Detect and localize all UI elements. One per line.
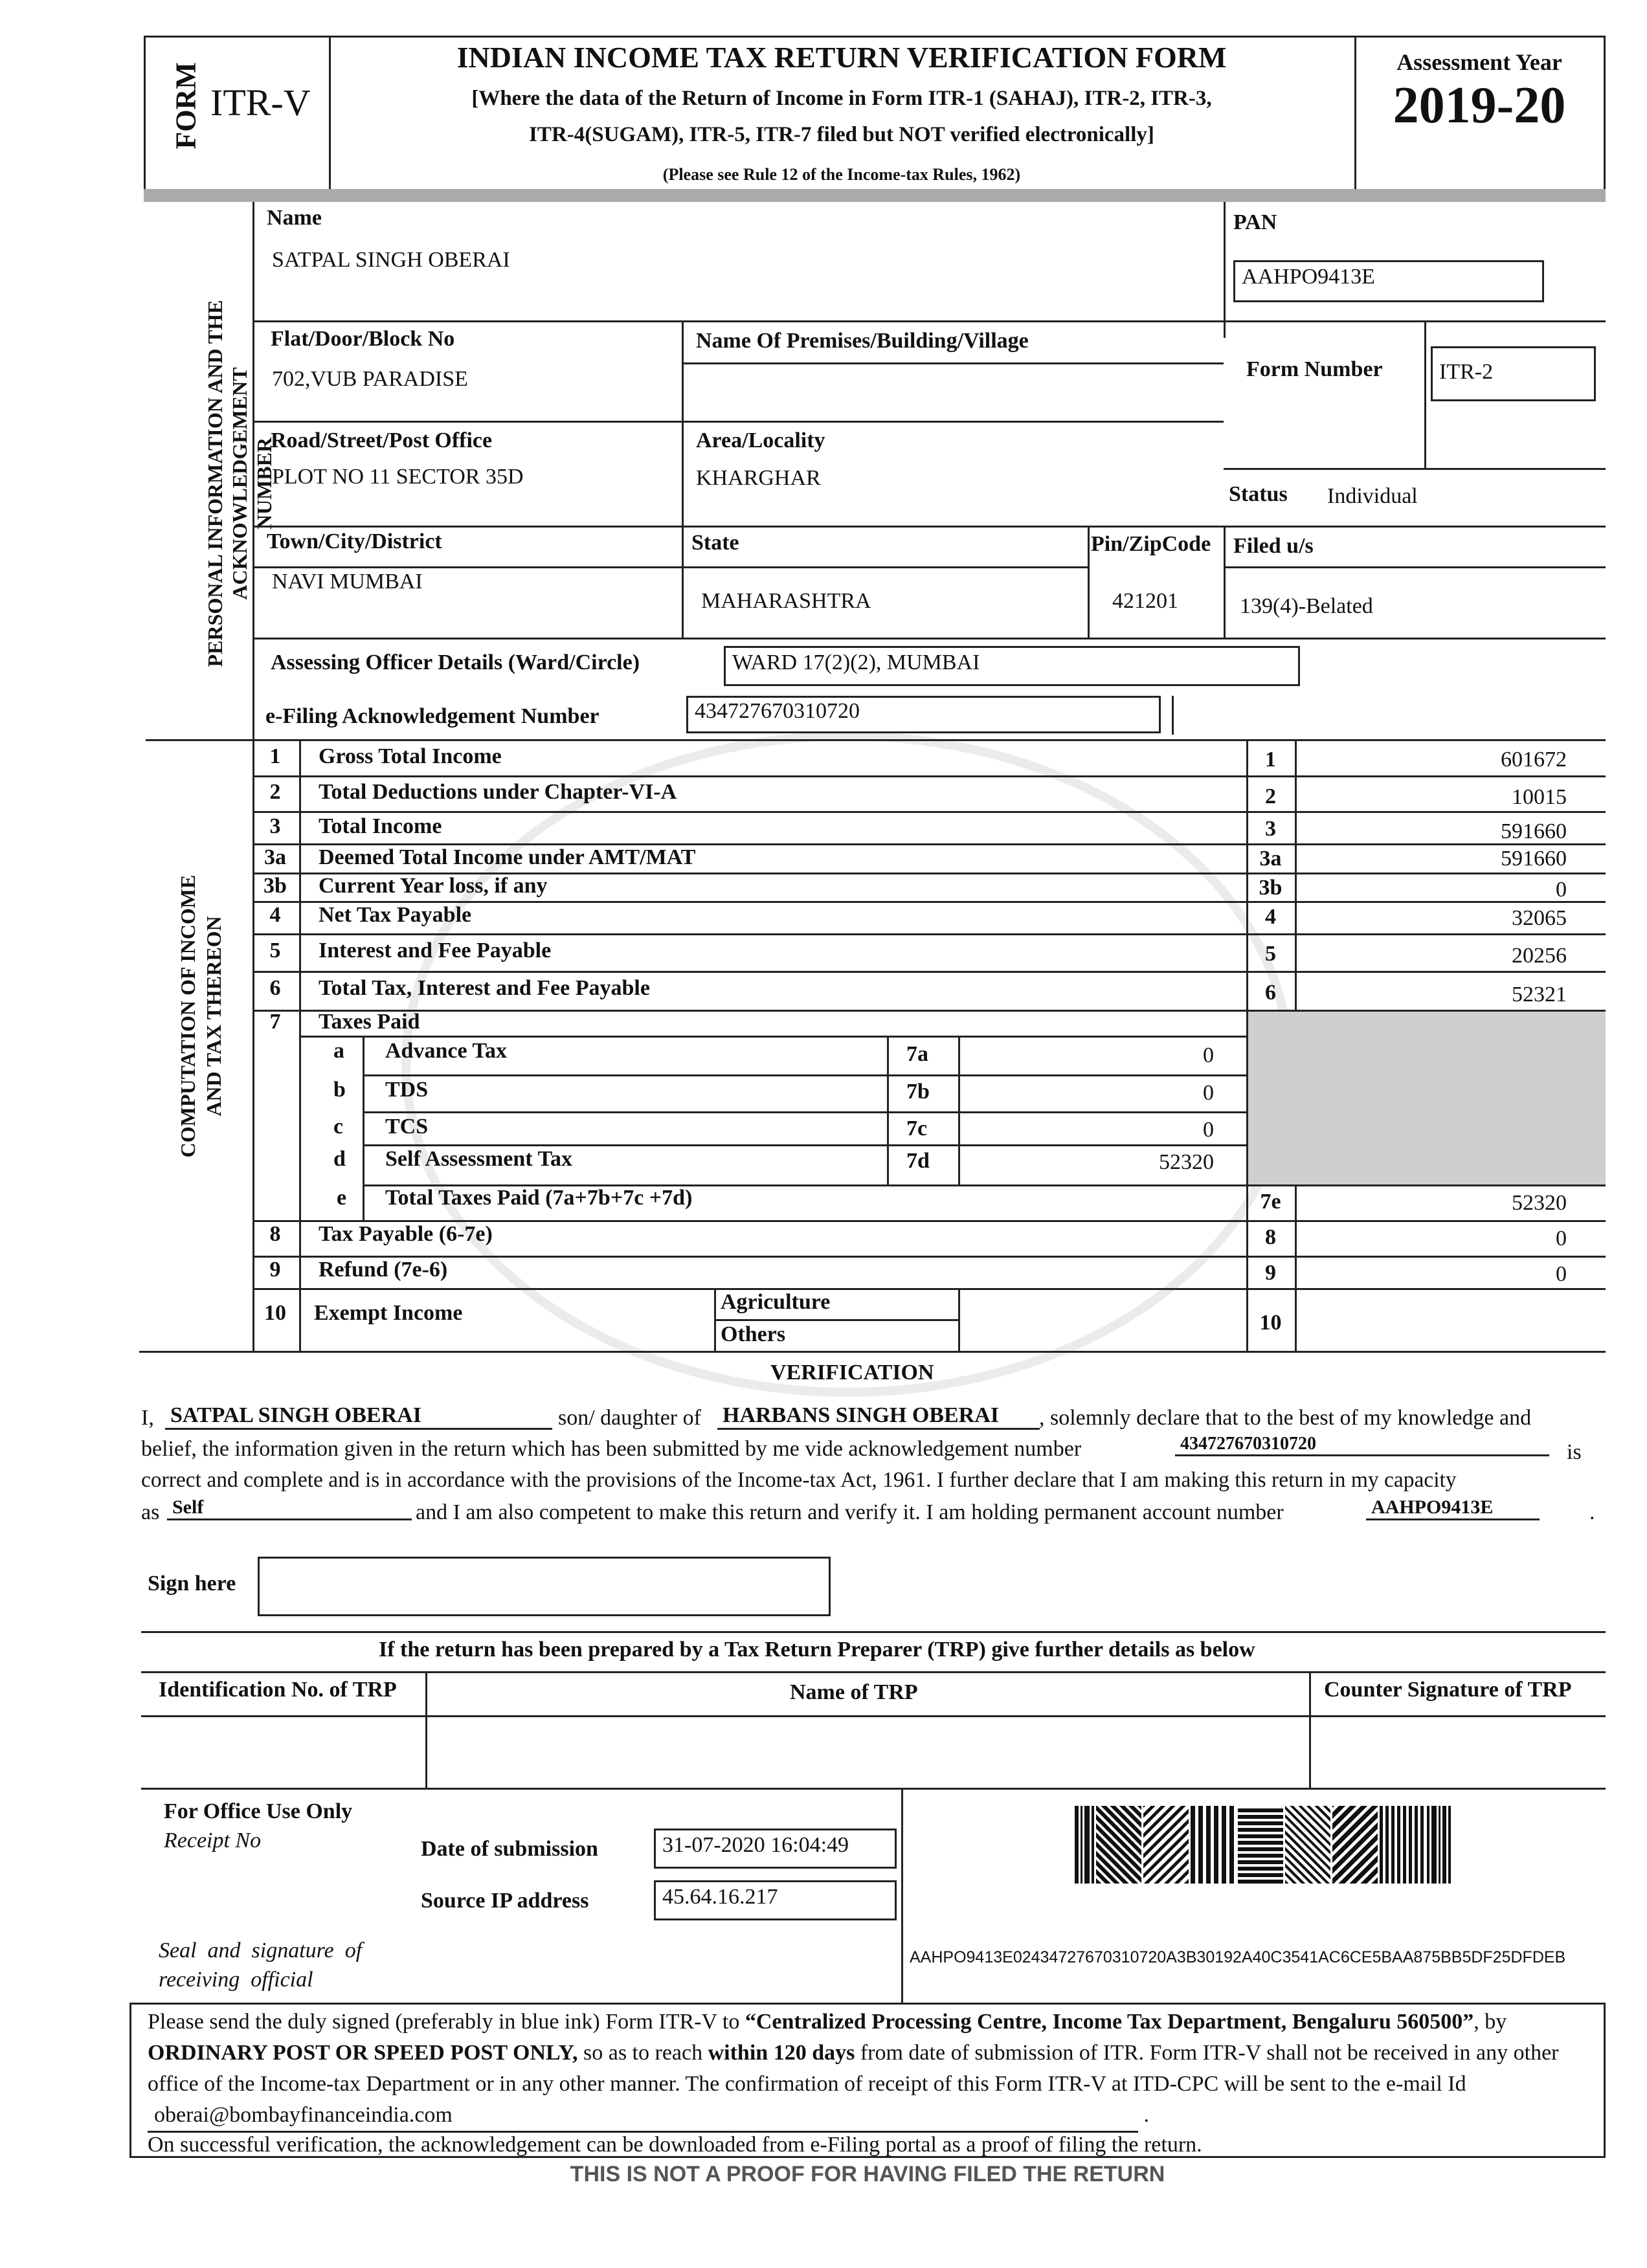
verification-text: , solemnly declare that to the best of my knowledge and (1039, 1406, 1532, 1430)
divider (252, 775, 1606, 777)
name-label: Name (267, 206, 322, 230)
pin-label: Pin/ZipCode (1091, 532, 1211, 556)
sign-label: Sign here (148, 1572, 236, 1595)
row-label: TCS (385, 1115, 429, 1139)
row-ref: 1 (1265, 748, 1276, 772)
row-ref: 2 (1265, 784, 1276, 808)
signature-box[interactable] (258, 1557, 831, 1616)
divider (139, 1351, 1606, 1353)
assessment-year: 2019-20 (1393, 77, 1566, 134)
town-value: NAVI MUMBAI (272, 570, 423, 594)
divider (1224, 566, 1606, 568)
filed-label: Filed u/s (1233, 534, 1314, 558)
divider (363, 1036, 364, 1220)
row-ref: 10 (1259, 1311, 1282, 1335)
divider (958, 1036, 960, 1186)
row-value: 591660 (1501, 819, 1567, 843)
subtitle-line2: ITR-4(SUGAM), ITR-5, ITR-7 filed but NOT verified electronically] (529, 123, 1154, 146)
row-number: 5 (269, 939, 281, 962)
row-label: Tax Payable (6-7e) (319, 1222, 493, 1246)
row-value: 0 (1203, 1118, 1214, 1142)
divider (363, 1111, 1246, 1113)
row-label: TDS (385, 1078, 429, 1102)
seal-label: receiving official (159, 1968, 313, 1992)
computation-section-label (175, 816, 227, 1217)
instruction-note: On successful verification, the acknowledgement can be downloaded from e-Filing portal as a proof of filing the return. (148, 2133, 1202, 2157)
row-number: 10 (264, 1301, 286, 1325)
row-value: 0 (1556, 1227, 1567, 1251)
pan-value: AAHPO9413E (1233, 260, 1544, 302)
form-label: FORM (170, 62, 202, 150)
shaded-cell (1248, 1012, 1606, 1184)
verification-text: as (141, 1500, 160, 1524)
divider (252, 1288, 1606, 1290)
name-value: SATPAL SINGH OBERAI (272, 248, 510, 272)
row-ref: 7e (1260, 1190, 1281, 1214)
verification-ack-number: 434727670310720 (1175, 1434, 1549, 1456)
cpc-address: “Centralized Processing Centre, Income Tax Department, Bengaluru 560500” (745, 2010, 1474, 2034)
row-ref: 7d (906, 1149, 930, 1173)
capacity-value: Self (167, 1496, 412, 1520)
divider (425, 1671, 427, 1788)
divider (1088, 526, 1090, 639)
row-value: 0 (1203, 1043, 1214, 1067)
office-title: For Office Use Only (164, 1799, 353, 1823)
row-value: 52320 (1512, 1191, 1567, 1215)
divider (252, 1256, 1606, 1258)
row-label: Advance Tax (385, 1039, 507, 1063)
ack-label: e-Filing Acknowledgement Number (265, 704, 599, 728)
verification-pan: AAHPO9413E (1366, 1496, 1540, 1520)
verification-text: son/ daughter of (558, 1406, 701, 1430)
divider (1224, 468, 1606, 470)
barcode-text: AAHPO9413E02434727670310720A3B30192A40C3541AC6CE5BAA875BB5DF25DFDEB (910, 1948, 1566, 1966)
row-label: Total Income (319, 814, 442, 838)
footer-disclaimer: THIS IS NOT A PROOF FOR HAVING FILED THE RETURN (570, 2162, 1165, 2186)
flat-label: Flat/Door/Block No (271, 327, 455, 351)
verification-text: . (1589, 1500, 1595, 1524)
row-letter: c (333, 1115, 344, 1139)
trp-col-name: Name of TRP (790, 1680, 918, 1704)
row-ref: 9 (1265, 1261, 1276, 1285)
divider (1424, 320, 1426, 469)
row-label: Gross Total Income (319, 744, 502, 768)
row-number: 3 (269, 814, 281, 838)
section-label-line: COMPUTATION OF INCOME (176, 874, 199, 1158)
date-value: 31-07-2020 16:04:49 (654, 1829, 897, 1869)
pan-label: PAN (1233, 210, 1277, 234)
form-code: ITR-V (210, 82, 311, 124)
ao-label: Assessing Officer Details (Ward/Circle) (271, 650, 640, 674)
trp-heading: If the return has been prepared by a Tax Return Preparer (TRP) give further details as below (379, 1638, 1255, 1662)
row-label: Total Taxes Paid (7a+7b+7c +7d) (385, 1186, 693, 1210)
divider (252, 971, 1606, 973)
form-number-value: ITR-2 (1431, 346, 1596, 401)
row-ref: 3 (1265, 817, 1276, 841)
divider (682, 362, 1224, 364)
divider (901, 1788, 903, 2003)
row-number: 1 (269, 744, 281, 768)
instructions-text: Please send the duly signed (preferably in blue ink) Form ITR-V to “Centralized Processing Centre, Income Tax Department, Bengaluru 560500”, by ORDINARY POST OR SPEED POST ONLY, so as to reach within 120 days from date of submission of ITR. Form ITR-V shall not be received in any other office of the Income-tax Department or in any other manner. The confirmation of receipt of this Form ITR-V at ITD-CPC will be sent to the e-mail Id oberai@bombayfinanceindia.com . (148, 2007, 1598, 2133)
deadline: within 120 days (708, 2041, 855, 2065)
father-name: HARBANS SINGH OBERAI (717, 1403, 1040, 1430)
divider (252, 526, 1606, 528)
flat-value: 702,VUB PARADISE (272, 367, 468, 391)
row-letter: e (337, 1186, 347, 1210)
row-number: 2 (269, 780, 281, 804)
row-label: Exempt Income (314, 1301, 463, 1325)
receipt-label: Receipt No (164, 1829, 262, 1852)
town-label: Town/City/District (267, 529, 442, 553)
form-number-label: Form Number (1246, 357, 1383, 381)
section-label-line: PERSONAL INFORMATION AND THE (203, 300, 227, 667)
divider (329, 36, 331, 191)
premises-label: Name Of Premises/Building/Village (696, 329, 1029, 353)
seal-label: Seal and signature of (159, 1939, 363, 1962)
divider (1354, 36, 1356, 191)
row-label: Net Tax Payable (319, 903, 472, 927)
divider (252, 320, 1224, 322)
row-label: Interest and Fee Payable (319, 939, 552, 962)
row-label: Self Assessment Tax (385, 1147, 573, 1171)
row-value: 0 (1203, 1081, 1214, 1105)
filed-value: 139(4)-Belated (1240, 594, 1373, 618)
others-label: Others (721, 1322, 786, 1346)
trp-col-id: Identification No. of TRP (159, 1678, 397, 1702)
barcode (1075, 1806, 1476, 1884)
divider (252, 933, 1606, 935)
row-letter: b (333, 1078, 346, 1102)
ip-value: 45.64.16.217 (654, 1880, 897, 1920)
row-number: 4 (269, 903, 281, 927)
state-value: MAHARASHTRA (701, 589, 871, 613)
area-value: KHARGHAR (696, 466, 821, 490)
divider (887, 1036, 889, 1186)
verification-text: and I am also competent to make this return and verify it. I am holding permanent account number (416, 1500, 1284, 1524)
divider (1172, 696, 1174, 735)
row-letter: a (333, 1039, 344, 1063)
divider (141, 1671, 1606, 1673)
divider (252, 638, 1606, 639)
row-value: 0 (1556, 1262, 1567, 1286)
row-value: 20256 (1512, 944, 1567, 968)
row-value: 52320 (1159, 1150, 1214, 1174)
divider (1224, 526, 1226, 639)
instruction-text: so as to reach (577, 2041, 708, 2065)
row-ref: 3b (1259, 876, 1283, 900)
divider (1295, 1184, 1297, 1351)
divider (141, 1715, 1606, 1717)
ao-value: WARD 17(2)(2), MUMBAI (724, 646, 1300, 686)
divider (714, 1319, 958, 1321)
row-value: 10015 (1512, 785, 1567, 809)
section-label-line: ACKNOWLEDGEMENT (228, 367, 251, 600)
divider (682, 320, 684, 638)
row-label: Deemed Total Income under AMT/MAT (319, 845, 696, 869)
divider (363, 1074, 1246, 1076)
row-ref: 7a (906, 1042, 928, 1066)
divider (1224, 320, 1606, 322)
divider (1309, 1671, 1311, 1788)
divider (363, 1144, 1246, 1146)
subtitle-line1: [Where the data of the Return of Income in Form ITR-1 (SAHAJ), ITR-2, ITR-3, (471, 87, 1212, 110)
row-value: 32065 (1512, 906, 1567, 930)
row-label: Total Deductions under Chapter-VI-A (319, 780, 677, 804)
divider (252, 421, 1224, 423)
divider (252, 811, 1606, 813)
row-label: Total Tax, Interest and Fee Payable (319, 976, 650, 1000)
date-label: Date of submission (421, 1837, 598, 1861)
divider (1224, 202, 1226, 338)
divider (252, 739, 254, 1351)
row-number: 3a (264, 845, 286, 869)
verification-text: correct and complete and is in accordance with the provisions of the Income-tax Act, 1961. I further declare that I am making this return in my capacity (141, 1468, 1457, 1492)
divider (299, 1036, 1246, 1038)
instruction-text: , by (1473, 2010, 1507, 2034)
verification-text: is (1567, 1440, 1582, 1464)
assessment-year-label: Assessment Year (1396, 49, 1562, 75)
row-ref: 6 (1265, 981, 1276, 1005)
divider (958, 1288, 960, 1351)
row-value: 601672 (1501, 748, 1567, 772)
row-ref: 8 (1265, 1225, 1276, 1249)
row-number: 6 (269, 976, 281, 1000)
row-number: 7 (269, 1010, 281, 1034)
divider (1295, 739, 1297, 1014)
row-ref: 5 (1265, 942, 1276, 966)
road-label: Road/Street/Post Office (271, 428, 493, 452)
row-label: Current Year loss, if any (319, 874, 548, 898)
divider (146, 739, 1606, 741)
verification-prefix: I, (141, 1406, 154, 1430)
instruction-text: Please send the duly signed (preferably in blue ink) Form ITR-V to (148, 2010, 745, 2034)
status-value: Individual (1327, 484, 1418, 508)
ack-value: 434727670310720 (686, 696, 1161, 733)
header-shade-bar (144, 189, 1606, 202)
row-number: 9 (269, 1258, 281, 1282)
divider (141, 1788, 1606, 1790)
row-ref: 3a (1259, 847, 1282, 871)
instruction-text: from date of submission of ITR. Form ITR-V shall not be received in any other office of the Income-tax Department or in any other manner. The confirmation of receipt of this Form ITR-V at ITD-CPC will be sent to the e-mail Id (148, 2041, 1559, 2096)
verification-text: belief, the information given in the return which has been submitted by me vide acknowledgement number (141, 1437, 1082, 1461)
state-label: State (691, 531, 739, 555)
rule-note: (Please see Rule 12 of the Income-tax Rules, 1962) (662, 165, 1021, 184)
row-value: 591660 (1501, 847, 1567, 871)
row-ref: 7b (906, 1080, 930, 1104)
area-label: Area/Locality (696, 428, 825, 452)
divider (141, 1631, 1606, 1633)
pin-value: 421201 (1112, 589, 1178, 613)
row-number: 3b (263, 874, 287, 898)
row-value: 0 (1556, 878, 1567, 902)
row-value: 52321 (1512, 983, 1567, 1006)
divider (299, 739, 301, 1351)
agriculture-label: Agriculture (721, 1290, 831, 1314)
road-value: PLOT NO 11 SECTOR 35D (272, 465, 524, 489)
trp-col-signature: Counter Signature of TRP (1324, 1678, 1572, 1702)
verification-title: VERIFICATION (770, 1361, 934, 1384)
page-title: INDIAN INCOME TAX RETURN VERIFICATION FORM (456, 41, 1227, 74)
status-label: Status (1229, 482, 1288, 506)
section-label-line: AND TAX THEREON (202, 916, 225, 1117)
row-label: Refund (7e-6) (319, 1258, 448, 1282)
row-letter: d (333, 1147, 346, 1171)
row-number: 8 (269, 1222, 281, 1246)
section-label-line: NUMBER (252, 437, 276, 530)
declarant-name: SATPAL SINGH OBERAI (165, 1403, 552, 1430)
row-ref: 4 (1265, 905, 1276, 929)
taxes-paid-label: Taxes Paid (319, 1010, 420, 1034)
row-ref: 7c (906, 1117, 928, 1140)
email-value: oberai@bombayfinanceindia.com (148, 2100, 1138, 2133)
ip-label: Source IP address (421, 1889, 589, 1913)
personal-section-label (203, 283, 276, 684)
post-instruction: ORDINARY POST OR SPEED POST ONLY, (148, 2041, 578, 2065)
divider (252, 566, 1088, 568)
